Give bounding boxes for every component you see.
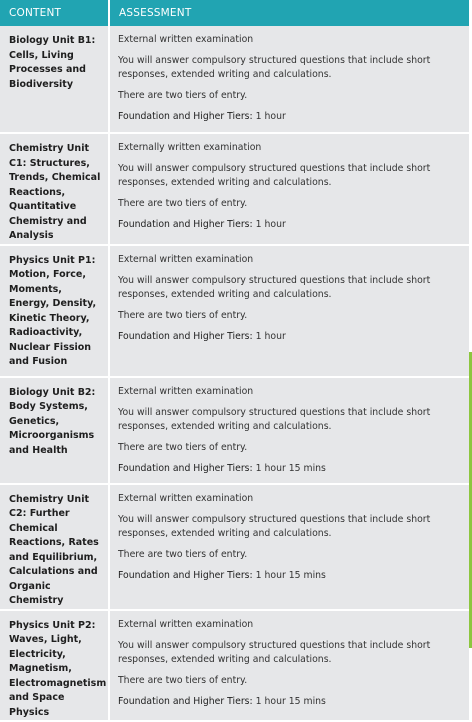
duration-value: 1 hour xyxy=(256,219,286,230)
duration-value: 1 hour 15 mins xyxy=(256,570,326,581)
tiers-note: There are two tiers of entry. xyxy=(118,548,461,562)
tiers-note: There are two tiers of entry. xyxy=(118,89,461,103)
tier-duration xyxy=(118,218,461,232)
tiers-note: There are two tiers of entry. xyxy=(118,197,461,211)
tiers-note: There are two tiers of entry. xyxy=(118,309,461,323)
unit-content: Physics Unit P1: Motion, Force, Moments, Energy, Density, Kinetic Theory, Radioactivity, Nuclear Fission and Fusion xyxy=(0,246,110,378)
tiers-note: There are two tiers of entry. xyxy=(118,674,461,688)
tier-duration xyxy=(118,330,461,344)
unit-assessment xyxy=(110,378,469,485)
exam-description: You will answer compulsory structured questions that include short responses, extended writing and calculations. xyxy=(118,406,461,434)
exam-type: External written examination xyxy=(118,33,461,47)
duration-value: 1 hour 15 mins xyxy=(256,463,326,474)
exam-description: You will answer compulsory structured questions that include short responses, extended writing and calculations. xyxy=(118,54,461,82)
exam-description: You will answer compulsory structured questions that include short responses, extended writing and calculations. xyxy=(118,162,461,190)
duration-value: 1 hour 15 mins xyxy=(256,696,326,707)
unit-assessment xyxy=(110,246,469,378)
tiers-note: There are two tiers of entry. xyxy=(118,441,461,455)
exam-type: Externally written examination xyxy=(118,141,461,155)
unit-assessment xyxy=(110,611,469,722)
table-header-row xyxy=(0,0,469,26)
exam-type: External written examination xyxy=(118,492,461,506)
unit-assessment xyxy=(110,26,469,134)
exam-description: You will answer compulsory structured questions that include short responses, extended writing and calculations. xyxy=(118,513,461,541)
exam-description: You will answer compulsory structured questions that include short responses, extended writing and calculations. xyxy=(118,274,461,302)
tier-label: Foundation and Higher Tiers: xyxy=(118,463,253,474)
exam-type: External written examination xyxy=(118,385,461,399)
table-row xyxy=(0,378,469,485)
table-row xyxy=(0,134,469,246)
unit-content: Physics Unit P2: Waves, Light, Electricity, Magnetism, Electromagnetism and Space Physics xyxy=(0,611,110,722)
exam-type: External written examination xyxy=(118,253,461,267)
table-row xyxy=(0,485,469,611)
tier-label: Foundation and Higher Tiers: xyxy=(118,570,253,581)
exam-type: External written examination xyxy=(118,618,461,632)
duration-value: 1 hour xyxy=(256,331,286,342)
unit-content: Biology Unit B1: Cells, Living Processes and Biodiversity xyxy=(0,26,110,134)
tier-label: Foundation and Higher Tiers: xyxy=(118,331,253,342)
duration-value: 1 hour xyxy=(256,111,286,122)
tier-label: Foundation and Higher Tiers: xyxy=(118,111,253,122)
exam-description: You will answer compulsory structured questions that include short responses, extended writing and calculations. xyxy=(118,639,461,667)
content-column-header: CONTENT xyxy=(0,0,110,26)
unit-content: Chemistry Unit C1: Structures, Trends, Chemical Reactions, Quantitative Chemistry and Analysis xyxy=(0,134,110,246)
table-row xyxy=(0,246,469,378)
tier-duration xyxy=(118,569,461,583)
unit-assessment xyxy=(110,485,469,611)
unit-content: Biology Unit B2: Body Systems, Genetics, Microorganisms and Health xyxy=(0,378,110,485)
tier-label: Foundation and Higher Tiers: xyxy=(118,696,253,707)
tier-duration xyxy=(118,462,461,476)
assessment-column-header: ASSESSMENT xyxy=(110,0,469,26)
unit-content: Chemistry Unit C2: Further Chemical Reactions, Rates and Equilibrium, Calculations and Organic Chemistry xyxy=(0,485,110,611)
tier-duration xyxy=(118,695,461,709)
unit-assessment xyxy=(110,134,469,246)
tier-duration xyxy=(118,110,461,124)
tier-label: Foundation and Higher Tiers: xyxy=(118,219,253,230)
table-row xyxy=(0,611,469,722)
table-row xyxy=(0,26,469,134)
